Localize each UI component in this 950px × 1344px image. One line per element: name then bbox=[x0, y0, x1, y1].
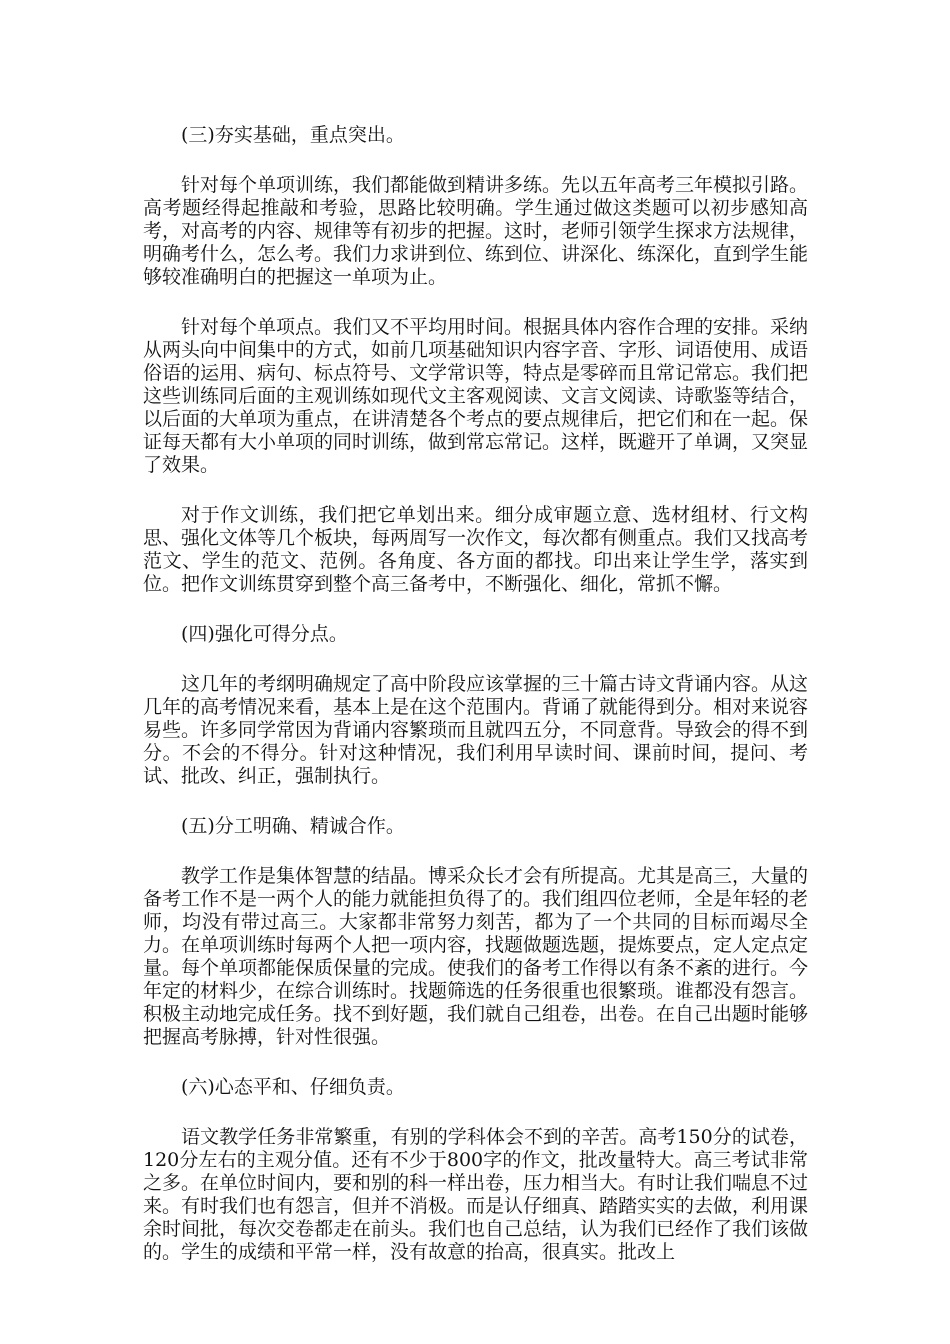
paragraph-time-allocation: 针对每个单项点。我们又不平均用时间。根据具体内容作合理的安排。采纳从两头向中间集中的方式，如前几项基础知识内容字音、字形、词语使用、成语俗语的运用、病句、标点符号、文学常识等，特点是零碎而且常记常忘。我们把这些训练同后面的主观训练如现代文主客观阅读、文言文阅读、诗歌鉴等结合，以后面的大单项为重点，在讲清楚各个考点的要点规律后，把它们和在一起。保证每天都有大小单项的同时训练，做到常忘常记。这样，既避开了单调，又突显了效果。 bbox=[143, 316, 809, 476]
paragraph-recitation: 这几年的考纲明确规定了高中阶段应该掌握的三十篇古诗文背诵内容。从这几年的高考情况来看，基本上是在这个范围内。背诵了就能得到分。相对来说容易些。许多同学常因为背诵内容繁琐而且就四五分，不同意背。导致会的得不到分。不会的不得分。针对这种情况，我们利用早读时间、课前时间，提问、考试、批改、纠正，强制执行。 bbox=[143, 673, 809, 787]
section-heading-4: (四)强化可得分点。 bbox=[181, 623, 348, 645]
paragraph-single-item-training: 针对每个单项训练，我们都能做到精讲多练。先以五年高考三年模拟引路。高考题经得起推敲和考验，思路比较明确。学生通过做这类题可以初步感知高考，对高考的内容、规律等有初步的把握。这时，老师引领学生探求方法规律，明确考什么，怎么考。我们力求讲到位、练到位、讲深化、练深化，直到学生能够较准确明白的把握这一单项为止。 bbox=[143, 174, 809, 288]
document-page bbox=[143, 124, 808, 1291]
paragraph-workload: 语文教学任务非常繁重，有别的学科体会不到的辛苦。高考150分的试卷，120分左右的主观分值。还有不少于800字的作文，批改量特大。高三考试非常之多。在单位时间内，要和别的科一样出卷，压力相当大。有时让我们喘息不过来。有时我们也有怨言，但并不消极。而是认仔细真、踏踏实实的去做，利用课余时间批，每次交卷都走在前头。我们也自己总结，认为我们已经作了我们该做的。学生的成绩和平常一样，没有故意的抬高，很真实。批改上 bbox=[143, 1126, 809, 1263]
section-heading-3: (三)夯实基础，重点突出。 bbox=[181, 124, 405, 146]
section-heading-5: (五)分工明确、精诚合作。 bbox=[181, 815, 405, 837]
paragraph-teamwork: 教学工作是集体智慧的结晶。博采众长才会有所提高。尤其是高三，大量的备考工作不是一两个人的能力就能担负得了的。我们组四位老师，全是年轻的老师，均没有带过高三。大家都非常努力刻苦，都为了一个共同的目标而竭尽全力。在单项训练时每两个人把一项内容，找题做题选题，提炼要点，定人定点定量。每个单项都能保质保量的完成。使我们的备考工作得以有条不紊的进行。今年定的材料少，在综合训练时。找题筛选的任务很重也很繁琐。谁都没有怨言。积极主动地完成任务。找不到好题，我们就自己组卷，出卷。在自己出题时能够把握高考脉搏，针对性很强。 bbox=[143, 865, 809, 1048]
paragraph-composition-training: 对于作文训练，我们把它单划出来。细分成审题立意、选材组材、行文构思、强化文体等几个板块，每两周写一次作文，每次都有侧重点。我们又找高考范文、学生的范文、范例。各角度、各方面的都找。印出来让学生学，落实到位。把作文训练贯穿到整个高三备考中，不断强化、细化，常抓不懈。 bbox=[143, 504, 809, 595]
section-heading-6: (六)心态平和、仔细负责。 bbox=[181, 1076, 405, 1098]
